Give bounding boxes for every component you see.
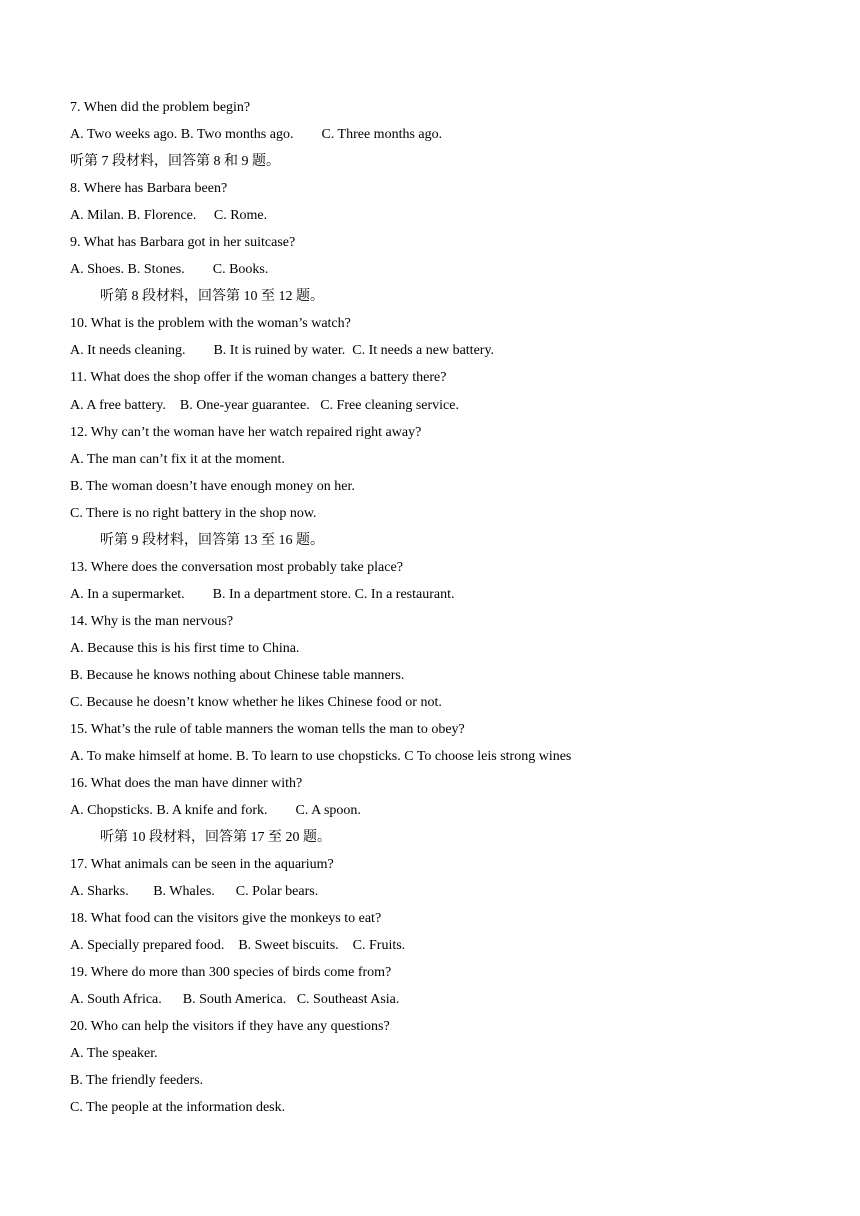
options-line: A. Specially prepared food. B. Sweet biscuits. C. Fruits. <box>70 938 406 953</box>
option-line: C. There is no right battery in the shop now. <box>70 506 317 521</box>
question-line: 17. What animals can be seen in the aquarium? <box>70 857 334 872</box>
section-heading: 听第 10 段材料，回答第 17 至 20 题。 <box>100 830 331 845</box>
options-line: A. To make himself at home. B. To learn to use chopsticks. C To choose leis strong wines <box>70 749 572 764</box>
options-line: A. Shoes. B. Stones. C. Books. <box>70 262 269 277</box>
option-line: C. Because he doesn’t know whether he likes Chinese food or not. <box>70 695 442 710</box>
option-line: A. The speaker. <box>70 1046 158 1061</box>
option-line: B. The woman doesn’t have enough money on her. <box>70 479 355 494</box>
question-line: 12. Why can’t the woman have her watch repaired right away? <box>70 425 422 440</box>
option-line: B. Because he knows nothing about Chinese table manners. <box>70 668 405 683</box>
question-line: 19. Where do more than 300 species of birds come from? <box>70 965 392 980</box>
options-line: A. Sharks. B. Whales. C. Polar bears. <box>70 884 319 899</box>
options-line: A. Milan. B. Florence. C. Rome. <box>70 208 268 223</box>
question-line: 18. What food can the visitors give the monkeys to eat? <box>70 911 382 926</box>
option-line: A. Because this is his first time to China. <box>70 641 300 656</box>
question-line: 14. Why is the man nervous? <box>70 614 234 629</box>
options-line: A. In a supermarket. B. In a department store. C. In a restaurant. <box>70 587 455 602</box>
question-line: 15. What’s the rule of table manners the woman tells the man to obey? <box>70 722 465 737</box>
question-line: 9. What has Barbara got in her suitcase? <box>70 235 296 250</box>
question-line: 16. What does the man have dinner with? <box>70 776 303 791</box>
section-heading: 听第 8 段材料，回答第 10 至 12 题。 <box>100 289 324 304</box>
options-line: A. It needs cleaning. B. It is ruined by water. C. It needs a new battery. <box>70 343 495 358</box>
section-heading: 听第 7 段材料，回答第 8 和 9 题。 <box>70 154 280 169</box>
option-line: C. The people at the information desk. <box>70 1100 286 1115</box>
question-line: 7. When did the problem begin? <box>70 100 251 115</box>
question-line: 8. Where has Barbara been? <box>70 181 228 196</box>
question-line: 11. What does the shop offer if the woman changes a battery there? <box>70 370 447 385</box>
question-line: 13. Where does the conversation most probably take place? <box>70 560 403 575</box>
option-line: A. The man can’t fix it at the moment. <box>70 452 285 467</box>
question-line: 20. Who can help the visitors if they have any questions? <box>70 1019 390 1034</box>
options-line: A. South Africa. B. South America. C. Southeast Asia. <box>70 992 400 1007</box>
section-heading: 听第 9 段材料，回答第 13 至 16 题。 <box>100 533 324 548</box>
options-line: A. Chopsticks. B. A knife and fork. C. A spoon. <box>70 803 361 818</box>
options-line: A. Two weeks ago. B. Two months ago. C. Three months ago. <box>70 127 443 142</box>
options-line: A. A free battery. B. One-year guarantee. C. Free cleaning service. <box>70 398 459 413</box>
question-line: 10. What is the problem with the woman’s watch? <box>70 316 351 331</box>
option-line: B. The friendly feeders. <box>70 1073 204 1088</box>
